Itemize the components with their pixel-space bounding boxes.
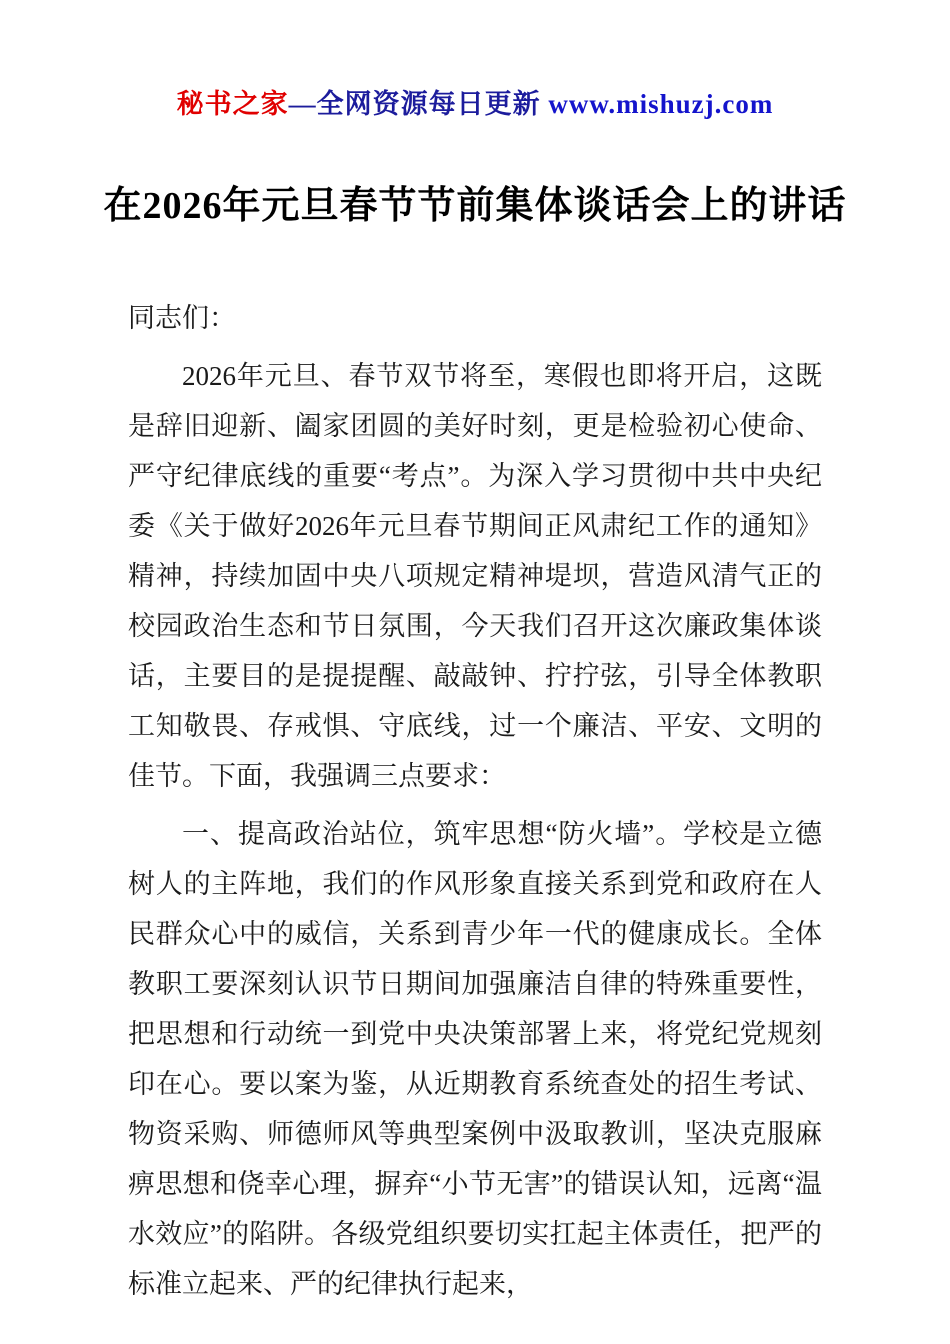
document-body — [128, 293, 822, 1309]
page-title: 在2026年元旦春节节前集体谈话会上的讲话 — [103, 185, 847, 227]
brand-text: 秘书之家 — [176, 89, 289, 119]
site-url-link[interactable]: www.mishuzj.com — [548, 89, 774, 119]
tagline-text: —全网资源每日更新 — [288, 89, 549, 119]
header-banner — [0, 82, 950, 121]
paragraph-salutation: 同志们： — [128, 302, 236, 333]
paragraph-point-one: 一、提高政治站位，筑牢思想“防火墙”。学校是立德树人的主阵地，我们的作风形象直接关系到党和政府在人民群众心中的威信，关系到青少年一代的健康成长。全体教职工要深刻认识节日期间加强廉洁自律的特殊重要性，把思想和行动统一到党中央决策部署上来，将党纪党规刻印在心。要以案为鉴，从近期教育系统查处的招生考试、物资采购、师德师风等典型案例中汲取教训，坚决克服麻痹思想和侥幸心理，摒弃“小节无害”的错误认知，远离“温水效应”的陷阱。各级党组织要切实扛起主体责任，把严的标准立起来、严的纪律执行起来， — [128, 818, 822, 1299]
paragraph-intro: 2026年元旦、春节双节将至，寒假也即将开启，这既是辞旧迎新、阖家团圆的美好时刻，更是检验初心使命、严守纪律底线的重要“考点”。为深入学习贯彻中共中央纪委《关于做好2026年元旦春节期间正风肃纪工作的通知》精神，持续加固中央八项规定精神堤坝，营造风清气正的校园政治生态和节日氛围，今天我们召开这次廉政集体谈话，主要目的是提提醒、敲敲钟、拧拧弦，引导全体教职工知敬畏、存戒惧、守底线，过一个廉洁、平安、文明的佳节。下面，我强调三点要求： — [128, 360, 822, 791]
